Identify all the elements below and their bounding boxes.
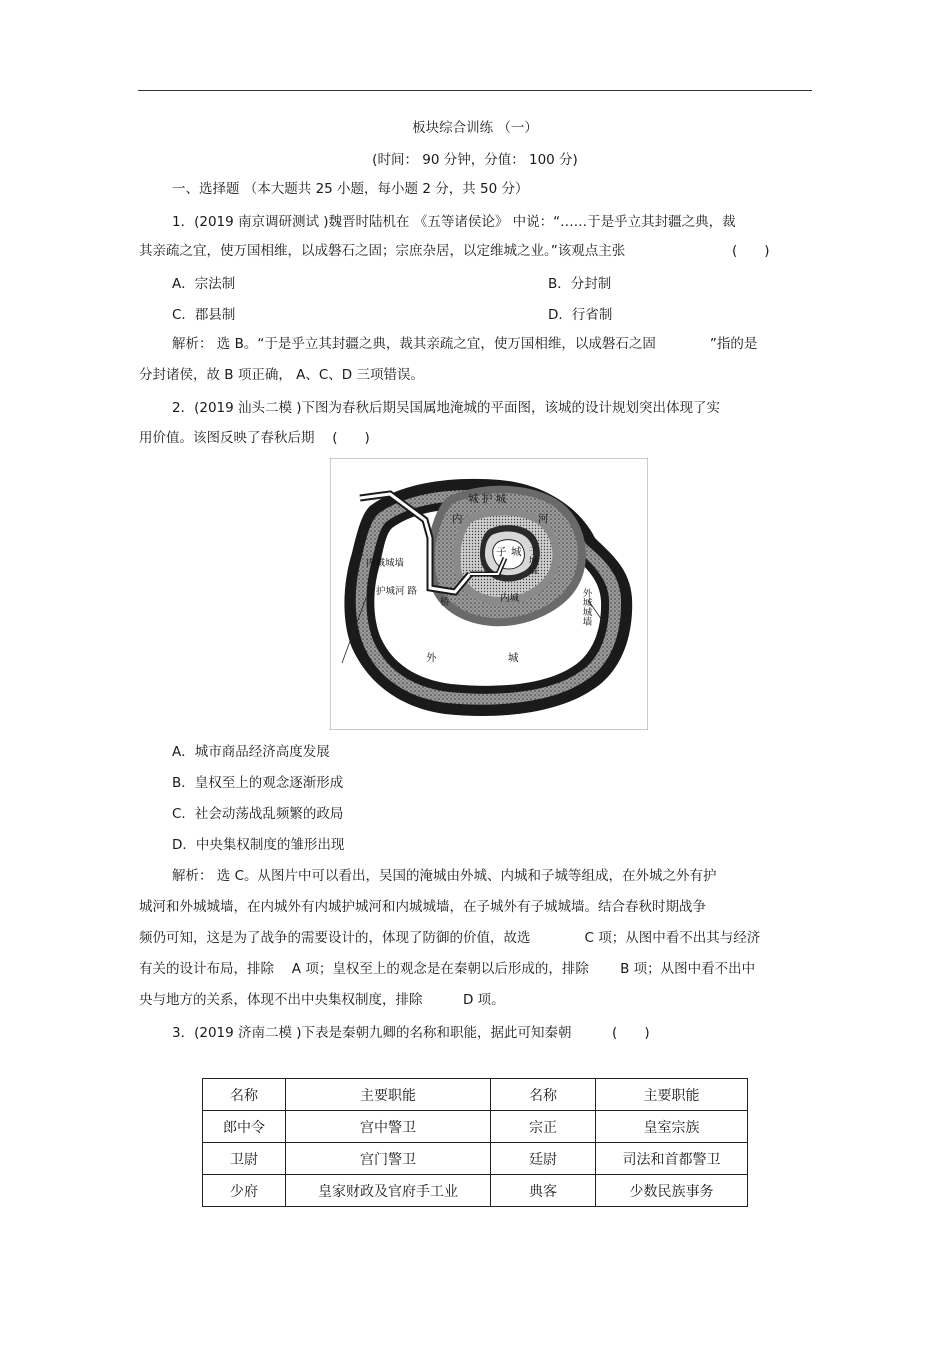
table-cell: 司法和首都警卫 <box>596 1143 748 1175</box>
nine-ministers-table <box>202 1078 748 1207</box>
table-cell: 皇家财政及官府手工业 <box>286 1175 491 1207</box>
q1-analysis-line-1: 解析： 选 B。“于是乎立其封疆之典，裁其亲疏之宜，使万国相维，以成磐石之固 ”指的是 <box>172 336 758 352</box>
page-title: 板块综合训练 （一） <box>412 120 538 136</box>
q2-option-d: D．中央集权制度的雏形出现 <box>172 837 345 853</box>
q2-option-c: C．社会动荡战乱频繁的政局 <box>172 806 344 822</box>
table-cell: 皇室宗族 <box>596 1111 748 1143</box>
table-cell: 宫门警卫 <box>286 1143 491 1175</box>
table-cell: 郎中令 <box>203 1111 286 1143</box>
q1-option-d: D．行省制 <box>548 307 613 323</box>
table-cell: 主要职能 <box>286 1079 491 1111</box>
q2-stem-line-2: 用价值。该图反映了春秋后期 ( ) <box>139 430 370 446</box>
table-cell: 少府 <box>203 1175 286 1207</box>
label-inner-wall: 内城城墙 <box>366 558 405 569</box>
table-cell: 卫尉 <box>203 1143 286 1175</box>
table-cell: 名称 <box>491 1079 596 1111</box>
table-cell: 廷尉 <box>491 1143 596 1175</box>
q2-option-b: B．皇权至上的观念逐渐形成 <box>172 775 344 791</box>
table-cell: 宗正 <box>491 1111 596 1143</box>
table-row <box>203 1111 748 1143</box>
table-cell: 宫中警卫 <box>286 1111 491 1143</box>
table-row <box>203 1175 748 1207</box>
q1-stem-line-2: 其亲疏之宜，使万国相维，以成磐石之固；宗庶杂居，以定维城之业。”该观点主张 <box>139 243 626 259</box>
section-heading: 一、选择题 （本大题共 25 小题，每小题 2 分，共 50 分） <box>172 181 529 197</box>
table-cell: 主要职能 <box>596 1079 748 1111</box>
table-row <box>203 1143 748 1175</box>
label-nei: 内 <box>452 513 463 525</box>
label-he: 河 <box>538 513 549 525</box>
label-moat-road: 护城河 路 <box>376 586 418 597</box>
q2-analysis-line-3: 频仍可知，这是为了战争的需要设计的，体现了防御的价值，故选 C 项；从图中看不出其与经济 <box>139 930 761 946</box>
table-header-row <box>203 1079 748 1111</box>
label-outer-city-2: 城 <box>508 652 519 664</box>
q1-option-c: C．郡县制 <box>172 307 236 323</box>
label-outer-wall: 外城城墙 <box>580 588 592 626</box>
q1-analysis-line-2: 分封诸侯，故 B 项正确， A、C、D 三项错误。 <box>139 367 424 383</box>
table-cell: 名称 <box>203 1079 286 1111</box>
q2-analysis-line-1: 解析： 选 C。从图片中可以看出，吴国的淹城由外城、内城和子城等组成，在外城之外有护 <box>172 868 717 884</box>
q2-analysis-line-5: 央与地方的关系，体现不出中央集权制度，排除 D 项。 <box>139 992 505 1008</box>
q1-option-b: B．分封制 <box>548 276 612 292</box>
label-zi: 子 <box>496 546 507 558</box>
label-outer-city-1: 外 <box>426 652 437 664</box>
q2-analysis-line-2: 城河和外城城墙，在内城外有内城护城河和内城城墙，在子城外有子城城墙。结合春秋时期战争 <box>139 899 706 915</box>
q1-option-a: A．宗法制 <box>172 276 236 292</box>
yancheng-city-plan-map <box>330 458 648 730</box>
label-zicheng-wall: 子城墙 <box>526 546 538 575</box>
q1-answer-paren: ( ) <box>732 243 770 259</box>
label-cheng: 城 <box>511 546 522 558</box>
exam-meta: (时间： 90 分钟，分值： 100 分) <box>372 152 578 168</box>
table-cell: 少数民族事务 <box>596 1175 748 1207</box>
label-hucheng: 城 护 城 <box>468 493 507 505</box>
q1-stem-line-1: 1．(2019 南京调研测试 )魏晋时陆机在 《五等诸侯论》 中说：“……于是乎立其封疆之典，裁 <box>172 214 736 230</box>
q3-stem: 3．(2019 济南二模 )下表是秦朝九卿的名称和职能，据此可知秦朝 ( ) <box>172 1025 650 1041</box>
header-rule <box>138 90 812 91</box>
q2-analysis-line-4: 有关的设计布局，排除 A 项；皇权至上的观念是在秦朝以后形成的，排除 B 项；从图中看不出中 <box>139 961 756 977</box>
table-cell: 典客 <box>491 1175 596 1207</box>
q2-option-a: A．城市商品经济高度发展 <box>172 744 330 760</box>
q2-stem-line-1: 2．(2019 汕头二模 )下图为春秋后期吴国属地淹城的平面图，该城的设计规划突出体现了实 <box>172 400 721 416</box>
label-inner-city: 内城 <box>500 593 520 604</box>
label-bridge: 桥 <box>440 597 450 608</box>
